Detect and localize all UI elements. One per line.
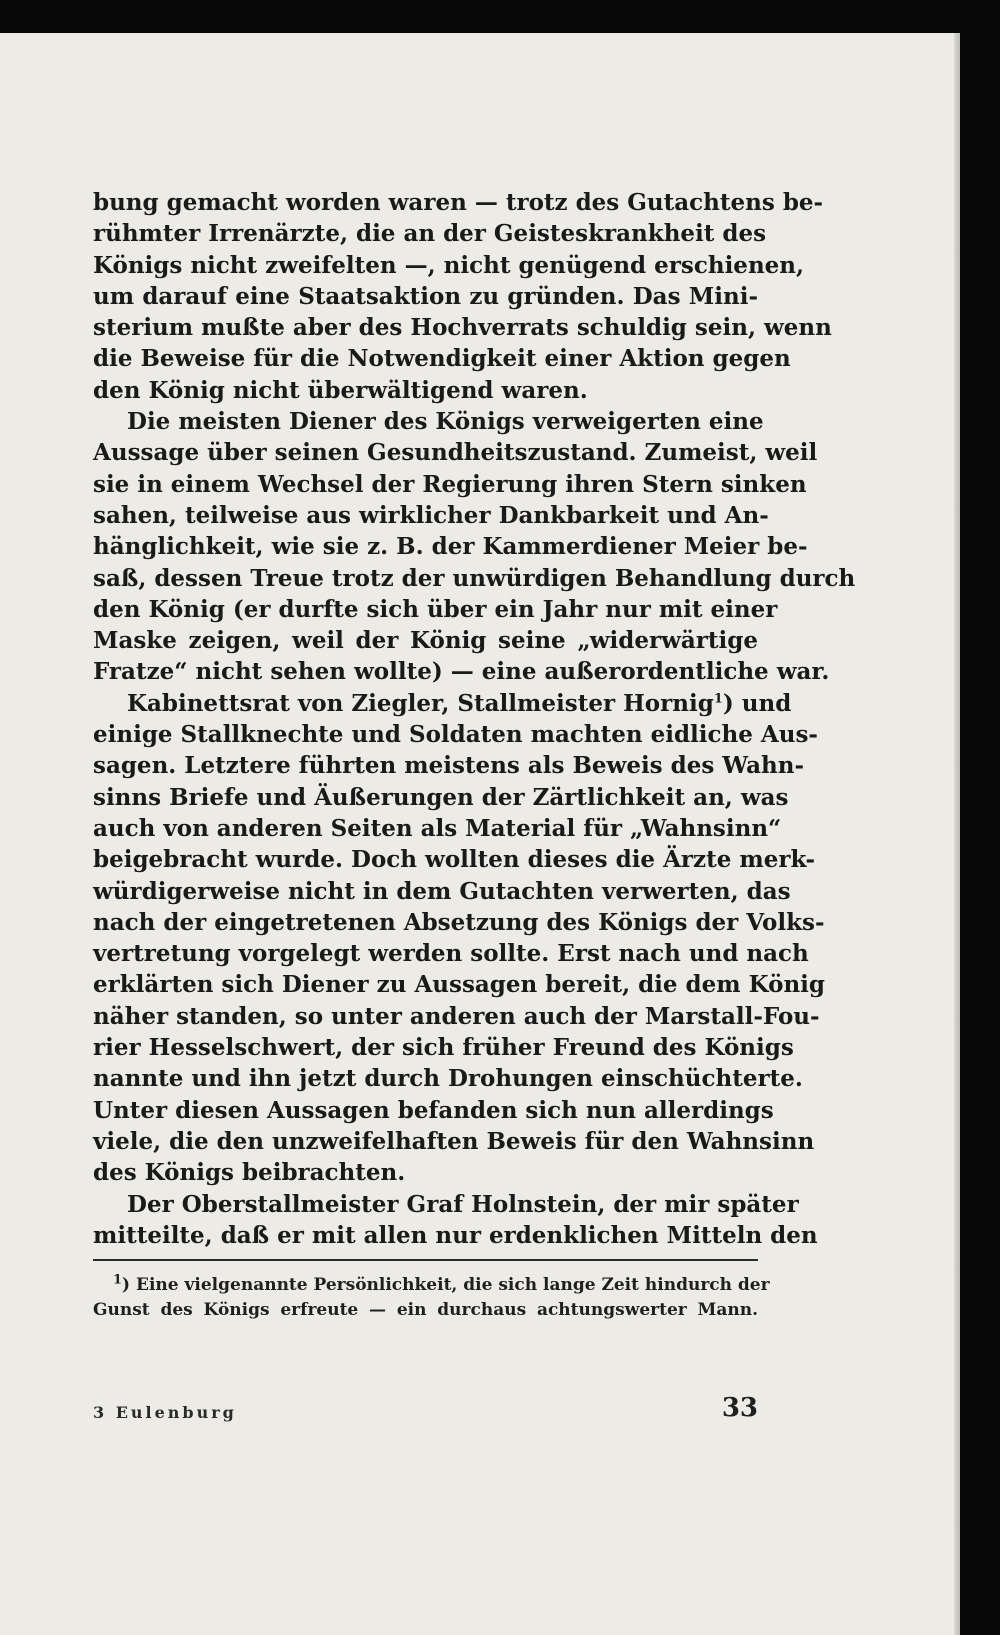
text-line: Aussage über seinen Gesundheitszustand. Zumeist, weil bbox=[93, 439, 818, 467]
footnote-line bbox=[93, 1272, 770, 1298]
text-line: Maske zeigen, weil der König seine „widerwärtige bbox=[93, 627, 758, 655]
text-line: rier Hesselschwert, der sich früher Freund des Königs bbox=[93, 1034, 794, 1062]
page-number: 33 bbox=[721, 1393, 758, 1423]
text-line: bung gemacht worden waren — trotz des Gutachtens be- bbox=[93, 189, 824, 216]
text-line: erklärten sich Diener zu Aussagen bereit, die dem König bbox=[93, 971, 825, 999]
text-line: des Königs beibrachten. bbox=[93, 1159, 406, 1187]
page-edge bbox=[954, 33, 960, 1635]
book-page bbox=[0, 33, 960, 1635]
text-line: Der Oberstallmeister Graf Holnstein, der mir später bbox=[127, 1190, 799, 1218]
text-line: sinns Briefe und Äußerungen der Zärtlichkeit an, was bbox=[93, 783, 789, 811]
text-line: Die meisten Diener des Königs verweigerten eine bbox=[127, 408, 764, 436]
text-line: sie in einem Wechsel der Regierung ihren Stern sinken bbox=[93, 470, 807, 498]
text-line-with-footnote-ref bbox=[93, 688, 792, 719]
footnote-divider bbox=[93, 1259, 758, 1261]
text-line: einige Stallknechte und Soldaten machten eidliche Aus- bbox=[93, 721, 818, 749]
text-line: auch von anderen Seiten als Material für „Wahnsinn“ bbox=[93, 814, 782, 842]
text-line: sagen. Letztere führten meistens als Beweis des Wahn- bbox=[93, 752, 805, 780]
text-line: um darauf eine Staatsaktion zu gründen. Das Mini- bbox=[93, 282, 758, 310]
printer-signature: 3 Eulenburg bbox=[93, 1403, 237, 1422]
text-line: hänglichkeit, wie sie z. B. der Kammerdiener Meier be- bbox=[93, 533, 808, 561]
text-line: den König nicht überwältigend waren. bbox=[93, 376, 588, 404]
footnote-text: Eine vielgenannte Persönlichkeit, die sich lange Zeit hindurch der bbox=[136, 1275, 770, 1296]
text-line: mitteilte, daß er mit allen nur erdenklichen Mitteln den bbox=[93, 1221, 818, 1249]
text-line: sahen, teilweise aus wirklicher Dankbarkeit und An- bbox=[93, 501, 769, 529]
footnote-marker: 1 bbox=[113, 1272, 123, 1288]
text-line: viele, die den unzweifelhaften Beweis für den Wahnsinn bbox=[93, 1127, 815, 1155]
text-line: Unter diesen Aussagen befanden sich nun allerdings bbox=[93, 1096, 774, 1124]
text-line: Königs nicht zweifelten —, nicht genügend erschienen, bbox=[93, 251, 805, 279]
text-line: nannte und ihn jetzt durch Drohungen einschüchterte. bbox=[93, 1065, 803, 1093]
footnote-reference: 1 bbox=[713, 691, 723, 707]
text-line: saß, dessen Treue trotz der unwürdigen Behandlung durch bbox=[93, 564, 856, 592]
text-line: nach der eingetretenen Absetzung des Königs der Volks- bbox=[93, 908, 825, 936]
text-line: würdigerweise nicht in dem Gutachten verwerten, das bbox=[93, 877, 791, 905]
footnote-line: Gunst des Königs erfreute — ein durchaus achtungswerter Mann. bbox=[93, 1300, 758, 1321]
text-line: beigebracht wurde. Doch wollten dieses die Ärzte merk- bbox=[93, 846, 815, 874]
text-line: vertretung vorgelegt werden sollte. Erst nach und nach bbox=[93, 940, 809, 968]
footnote-prefix: ) bbox=[122, 1275, 137, 1296]
text-line: näher standen, so unter anderen auch der Marstall-Fou- bbox=[93, 1002, 820, 1030]
text-line: sterium mußte aber des Hochverrats schuldig sein, wenn bbox=[93, 314, 832, 342]
text-line: den König (er durfte sich über ein Jahr nur mit einer bbox=[93, 595, 778, 623]
text-line: rühmter Irrenärzte, die an der Geisteskrankheit des bbox=[93, 220, 767, 248]
text-line: Fratze“ nicht sehen wollte) — eine außerordentliche war. bbox=[93, 658, 830, 686]
text-fragment: Kabinettsrat von Ziegler, Stallmeister Hornig bbox=[127, 689, 714, 717]
text-line: die Beweise für die Notwendigkeit einer Aktion gegen bbox=[93, 345, 791, 373]
text-fragment: ) und bbox=[722, 689, 792, 717]
main-text bbox=[93, 187, 856, 1323]
